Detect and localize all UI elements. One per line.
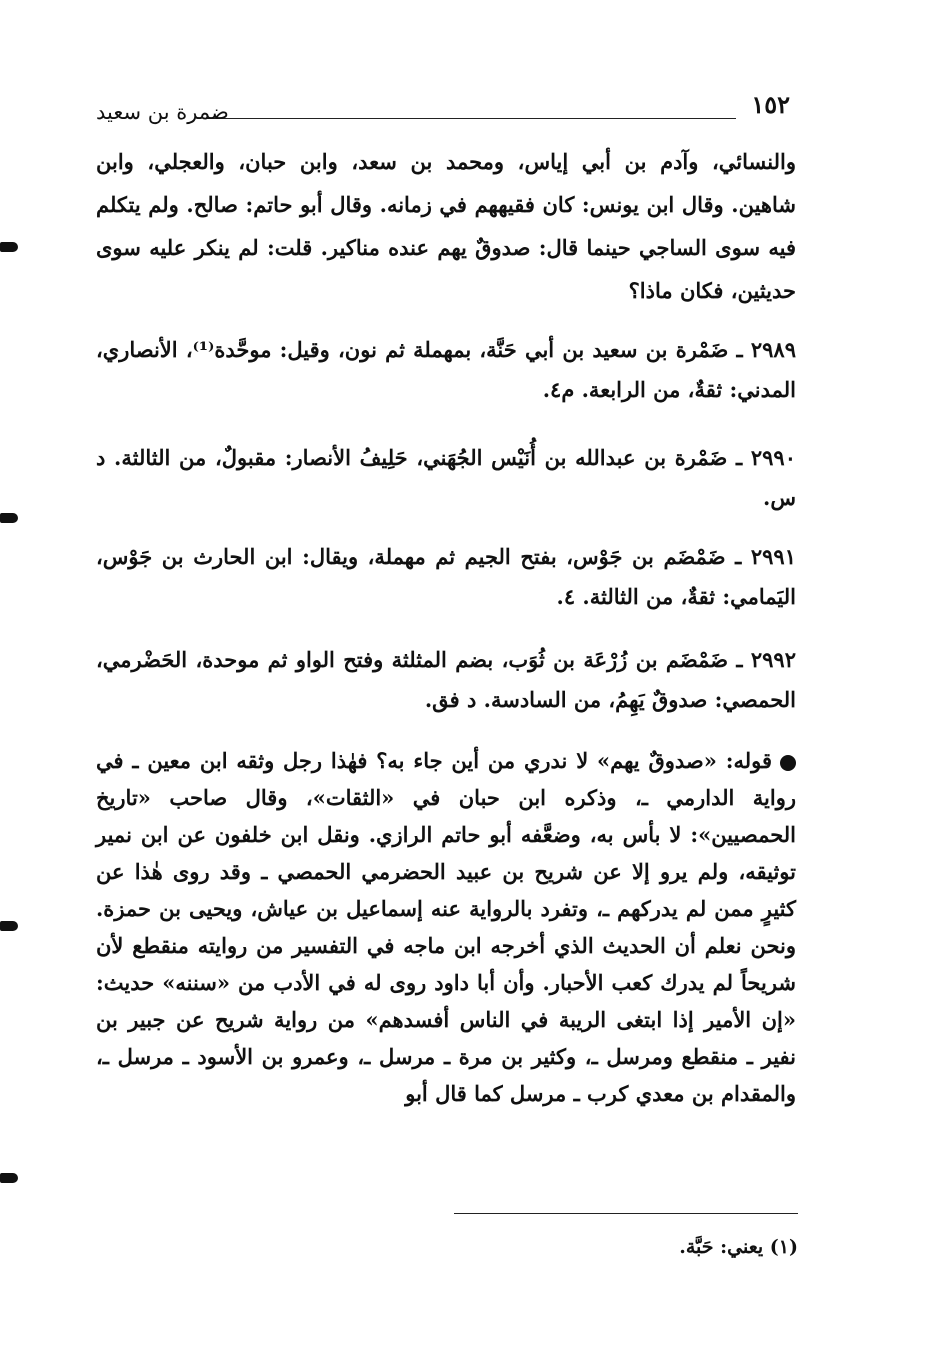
running-title: ضمرة بن سعيد: [96, 100, 229, 124]
entry-text: ٢٩٩٢ ـ ضَمْضَم بن زُرْعَة بن ثُوَب، بضم المثلثة وفتح الواو ثم موحدة، الحَضْرمي، الحمصي: صدوقٌ يَهِمُ، من السادسة. د فق.: [96, 647, 796, 712]
page-header: [96, 88, 796, 128]
margin-mark: [0, 513, 18, 523]
page-number: ١٥٢: [751, 90, 790, 119]
entry-2990: [96, 438, 796, 518]
bullet-icon: [780, 755, 796, 771]
entry-text: ٢٩٨٩ ـ ضَمْرة بن سعيد بن أبي حَنَّة، بمهملة ثم نون، وقيل: موحَّدة⁽¹⁾، الأنصاري، المدني: ثقةٌ، من الرابعة. م٤.: [96, 337, 796, 402]
footnote: (١) يعني: حَبَّة.: [679, 1236, 798, 1258]
entry-2991: [96, 537, 796, 617]
footnote-rule: [454, 1213, 798, 1214]
intro-paragraph: والنسائي، وآدم بن أبي إياس، ومحمد بن سعد، وابن حبان، والعجلي، وابن شاهين. وقال ابن يونس: كان فقيههم في زمانه. وقال أبو حاتم: صالح. ولم يتكلم فيه سوى الساجي حينما قال: صدوقٌ يهم عنده مناكير. قلت: لم ينكر عليه سوى حديثين، فكان ماذا؟: [96, 149, 796, 303]
margin-mark: [0, 242, 18, 252]
margin-mark: [0, 921, 18, 931]
intro-paragraph-block: [96, 140, 796, 312]
entry-2992: [96, 640, 796, 720]
entry-2989: [96, 330, 796, 410]
commentary-block: [96, 742, 796, 1112]
commentary-paragraph: [96, 742, 796, 1112]
header-rule: [206, 118, 736, 119]
commentary-text: قوله: «صدوقٌ يهم» لا ندري من أين جاء به؟ فهٰذا رجل وثقه ابن معين ـ في رواية الدارمي ـ، وذكره ابن حبان في «الثقات»، وقال صاحب «تاريخ الحمصيين»: لا بأس به، وضعَّفه أبو حاتم الرازي. ونقل ابن خلفون عن ابن نمير توثيقه، ولم يرو إلا عن شريح بن عبيد الحضرمي الحمصي ـ وقد روى هٰذا عن كثيرٍ ممن لم يدركهم ـ، وتفرد بالرواية عنه إسماعيل بن عياش، ويحيى بن حمزة. ونحن نعلم أن الحديث الذي أخرجه ابن ماجه في التفسير من روايته منقطع لأن شريحاً لم يدرك كعب الأحبار. وأن أبا داود روى له في الأدب من «سننه» حديث: «إن الأمير إذا ابتغى الريبة في الناس أفسدهم» من رواية شريح عن جبير بن نفير ـ منقطع ومرسل ـ، وكثير بن مرة ـ مرسل ـ، وعمرو بن الأسود ـ مرسل ـ، والمقدام بن معدي كرب ـ مرسل كما قال أبو: [96, 748, 796, 1106]
entry-text: ٢٩٩١ ـ ضَمْضَم بن جَوْس، بفتح الجيم ثم مهملة، ويقال: ابن الحارث بن جَوْس، اليَمامي: ثقةٌ، من الثالثة. ٤.: [96, 544, 796, 609]
entry-text: ٢٩٩٠ ـ ضَمْرة بن عبدالله بن أُنَيْس الجُهَني، حَلِيفُ الأنصار: مقبولٌ، من الثالثة. د س.: [96, 445, 796, 510]
margin-mark: [0, 1173, 18, 1183]
